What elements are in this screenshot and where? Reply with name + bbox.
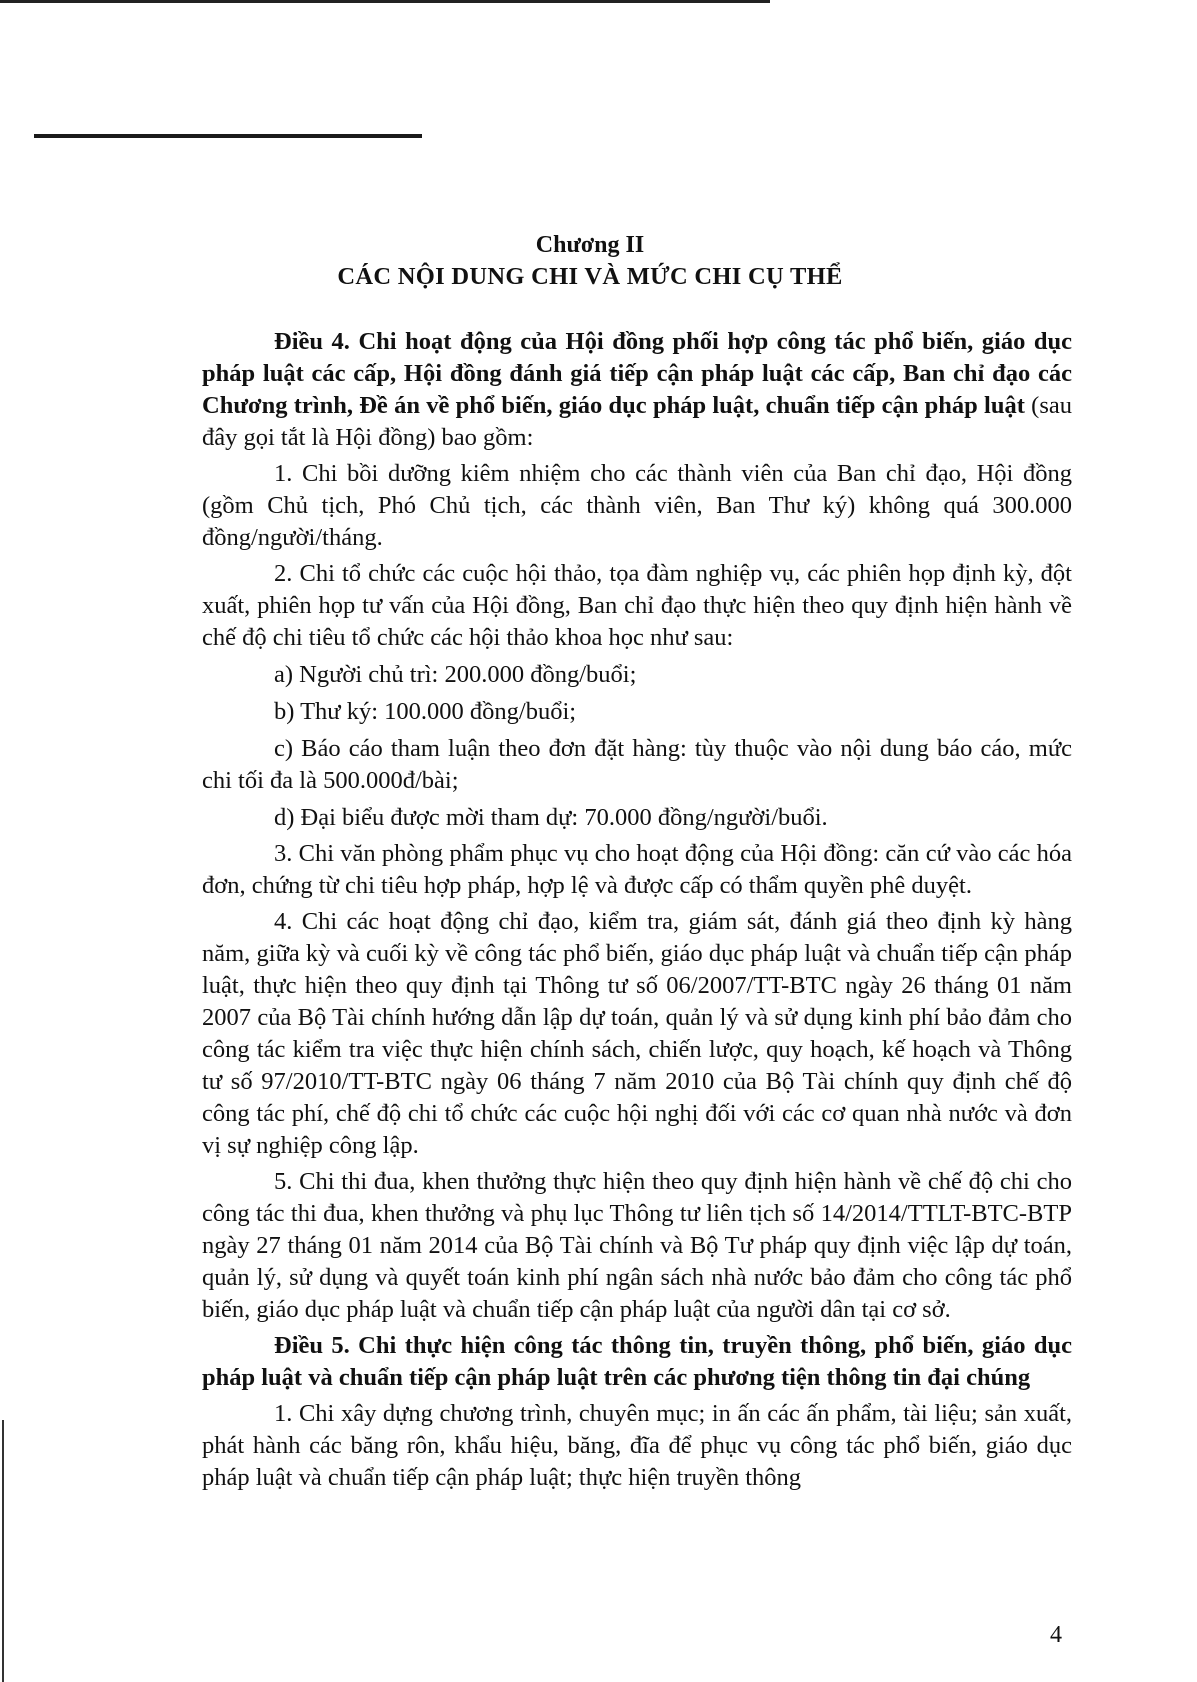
article-4-heading [202, 326, 1072, 454]
header-rule [34, 134, 422, 138]
article-4-clause-3: 3. Chi văn phòng phẩm phục vụ cho hoạt động của Hội đồng: căn cứ vào các hóa đơn, chứng từ chi tiêu hợp pháp, hợp lệ và được cấp có thẩm quyền phê duyệt. [202, 840, 1072, 899]
article-4-heading-normal: (sau đây gọi tắt là Hội đồng) bao gồm: [202, 392, 1072, 451]
article-4-clause-5: 5. Chi thi đua, khen thưởng thực hiện theo quy định hiện hành về chế độ chi cho công tác thi đua, khen thưởng và phụ lục Thông tư liên tịch số 14/2014/TTLT-BTC-BTP ngày 27 tháng 01 năm 2014 của Bộ Tài chính và Bộ Tư pháp quy định việc lập dự toán, quản lý, sử dụng và quyết toán kinh phí ngân sách nhà nước bảo đảm cho công tác phổ biến, giáo dục pháp luật và chuẩn tiếp cận pháp luật của người dân tại cơ sở. [202, 1168, 1072, 1323]
article-4-clause-2d: d) Đại biểu được mời tham dự: 70.000 đồng/người/buổi. [274, 804, 828, 831]
page-number: 4 [1050, 1622, 1062, 1648]
article-4-clause-4: 4. Chi các hoạt động chỉ đạo, kiểm tra, giám sát, đánh giá theo định kỳ hàng năm, giữa kỳ và cuối kỳ về công tác phổ biến, giáo dục pháp luật và chuẩn tiếp cận pháp luật, thực hiện theo quy định tại Thông tư số 06/2007/TT-BTC ngày 26 tháng 01 năm 2007 của Bộ Tài chính hướng dẫn lập dự toán, quản lý và sử dụng kinh phí bảo đảm cho công tác kiểm tra việc thực hiện chính sách, chiến lược, quy hoạch, kế hoạch và Thông tư số 97/2010/TT-BTC ngày 06 tháng 7 năm 2010 của Bộ Tài chính quy định chế độ công tác phí, chế độ chi tổ chức các cuộc hội nghị đối với các cơ quan nhà nước và đơn vị sự nghiệp công lập. [202, 908, 1072, 1159]
article-4-clause-2b: b) Thư ký: 100.000 đồng/buổi; [274, 698, 577, 725]
article-5-clause-1: 1. Chi xây dựng chương trình, chuyên mục; in ấn các ấn phẩm, tài liệu; sản xuất, phát hành các băng rôn, khẩu hiệu, băng, đĩa để phục vụ công tác phổ biến, giáo dục pháp luật và chuẩn tiếp cận pháp luật; thực hiện truyền thông [202, 1400, 1072, 1491]
article-4-heading-bold: Điều 4. Chi hoạt động của Hội đồng phối hợp công tác phổ biến, giáo dục pháp luật các cấp, Hội đồng đánh giá tiếp cận pháp luật các cấp, Ban chỉ đạo các Chương trình, Đề án về phổ biến, giáo dục pháp luật, chuẩn tiếp cận pháp luật [202, 328, 1072, 419]
chapter-title: CÁC NỘI DUNG CHI VÀ MỨC CHI CỤ THỂ [337, 263, 843, 290]
scan-edge-line [2, 1420, 4, 1682]
article-4-clause-2: 2. Chi tổ chức các cuộc hội thảo, tọa đàm nghiệp vụ, các phiên họp định kỳ, đột xuất, phiên họp tư vấn của Hội đồng, Ban chỉ đạo thực hiện theo quy định hiện hành về chế độ chi tiêu tổ chức các hội thảo khoa học như sau: [202, 560, 1072, 651]
article-4-clause-1: 1. Chi bồi dưỡng kiêm nhiệm cho các thành viên của Ban chỉ đạo, Hội đồng (gồm Chủ tịch, Phó Chủ tịch, các thành viên, Ban Thư ký) không quá 300.000 đồng/người/tháng. [202, 460, 1072, 551]
top-scan-line [0, 0, 770, 3]
chapter-label: Chương II [535, 232, 645, 258]
article-4-clause-2a: a) Người chủ trì: 200.000 đồng/buổi; [274, 661, 637, 688]
document-body [202, 326, 1072, 1494]
article-5-heading: Điều 5. Chi thực hiện công tác thông tin, truyền thông, phổ biến, giáo dục pháp luật và chuẩn tiếp cận pháp luật trên các phương tiện thông tin đại chúng [202, 1332, 1072, 1391]
article-4-clause-2c: c) Báo cáo tham luận theo đơn đặt hàng: tùy thuộc vào nội dung báo cáo, mức chi tối đa là 500.000đ/bài; [202, 735, 1072, 794]
